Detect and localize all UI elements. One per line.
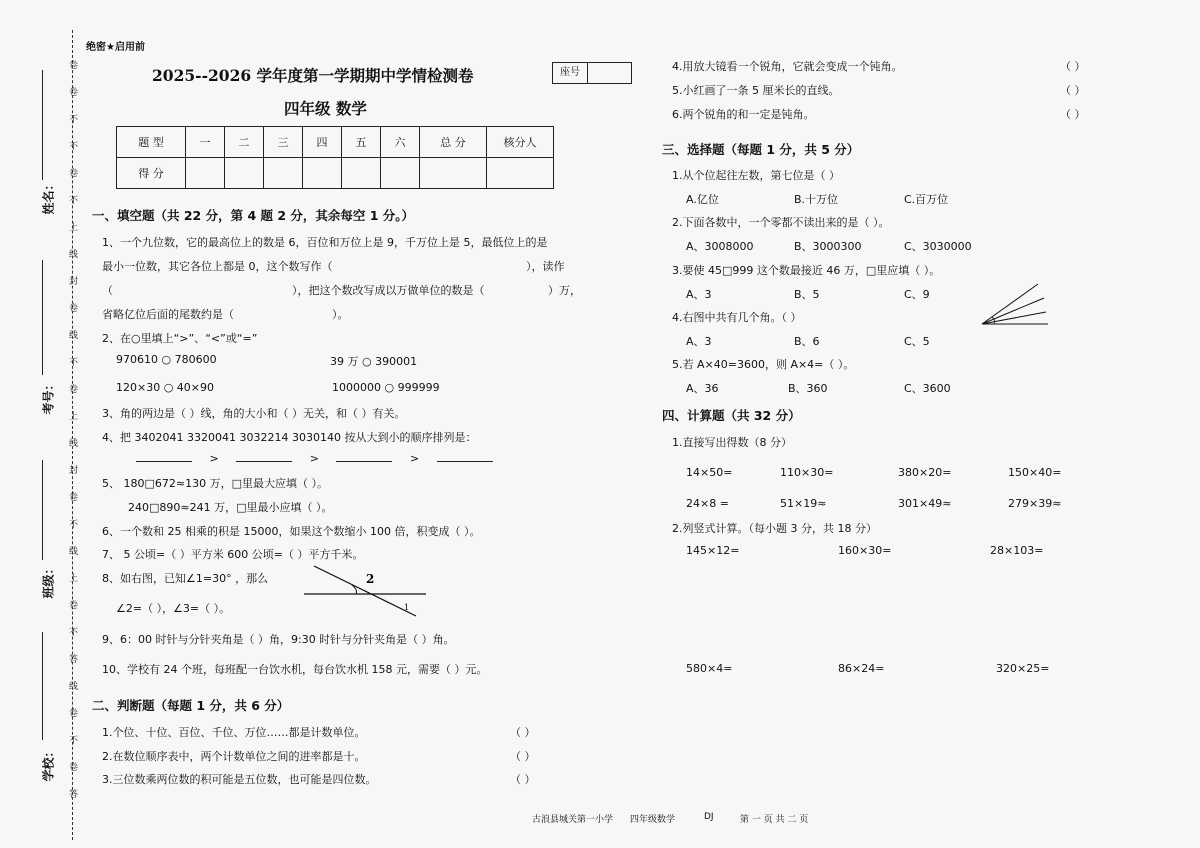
score-table-cell: 二 — [225, 127, 264, 158]
q1-line-c2: ），把这个数改写成以万做单位的数是（ — [292, 284, 485, 297]
score-table-cell: 一 — [186, 127, 225, 158]
choice-option[interactable]: A、3 — [686, 335, 712, 348]
choice-q4-angle-figure — [978, 276, 1050, 332]
binding-fold-char: 线 — [69, 250, 79, 260]
q4-blank[interactable] — [336, 461, 392, 462]
q8-slanted-line — [314, 566, 416, 616]
q10: 10、学校有 24 个班，每班配一台饮水机，每台饮水机 158 元，需要（ ）元。 — [102, 663, 488, 676]
q6: 6、一个数和 25 相乘的积是 15000，如果这个数缩小 100 倍，积变成（ ）。 — [102, 525, 481, 538]
binding-fold-char: 线 — [69, 547, 79, 557]
score-table-cell: 核分人 — [487, 127, 554, 158]
vertical-calc-item: 86×24= — [838, 662, 885, 675]
vertical-calc-item: 320×25= — [996, 662, 1050, 675]
section1-heading: 一、填空题（共 22 分，第 4 题 2 分，其余每空 1 分。） — [92, 208, 415, 223]
binding-fold-char: 不 — [69, 358, 79, 368]
score-input-cell[interactable] — [487, 158, 554, 189]
score-table-row-label: 得 分 — [117, 158, 186, 189]
q1-line-d2: ）。 — [332, 308, 349, 321]
direct-calc-item: 24×8 = — [686, 497, 729, 510]
q4-gt: > — [409, 452, 420, 465]
choice-option[interactable]: A、3 — [686, 288, 712, 301]
choice-option[interactable]: C、5 — [904, 335, 930, 348]
choice-option[interactable]: B.十万位 — [794, 193, 839, 206]
direct-calc-item: 380×20= — [898, 466, 952, 479]
vertical-calc-item: 28×103= — [990, 544, 1044, 557]
exam-number-label: 考号： — [41, 378, 56, 415]
q8-line-a: 8、如右图，已知∠1=30° ，那么 — [102, 572, 269, 585]
judge-answer-paren[interactable]: （ ） — [1060, 108, 1086, 121]
q1-line-c3: ）万， — [548, 284, 581, 297]
angle-arc — [992, 317, 995, 324]
choice-option[interactable]: C、3030000 — [904, 240, 972, 253]
binding-fold-char: 卷 — [69, 493, 79, 503]
score-input-cell[interactable] — [225, 158, 264, 189]
binding-fold-char: 封 — [69, 466, 79, 476]
choice-option[interactable]: B、360 — [788, 382, 828, 395]
q4-answer-row — [136, 452, 493, 465]
score-input-cell[interactable] — [264, 158, 303, 189]
choice-option[interactable]: A.亿位 — [686, 193, 719, 206]
q4-blank[interactable] — [236, 461, 292, 462]
name-label: 姓名： — [41, 178, 56, 215]
binding-fold-char: 封 — [69, 277, 79, 287]
binding-fold-char: 不 — [69, 142, 79, 152]
q1-line-b: 最小一位数，其它各位上都是 0，这个数写作（ — [102, 260, 333, 273]
footer-code: DJ — [704, 812, 714, 822]
judge-answer-paren[interactable]: （ ） — [510, 773, 536, 786]
vertical-calc-heading: 2.列竖式计算。（每小题 3 分，共 18 分） — [672, 522, 877, 535]
q5-line-a: 5、 180□672≈130 万，□里最大应填（ ）。 — [102, 477, 328, 490]
binding-fold-char: 不 — [69, 115, 79, 125]
q8-angle-figure — [300, 562, 430, 618]
class-label: 班级： — [41, 562, 56, 599]
choice-option[interactable]: A、3008000 — [686, 240, 754, 253]
judge-item: 2.在数位顺序表中，两个计数单位之间的进率都是十。 — [102, 750, 366, 763]
vertical-calc-item: 160×30= — [838, 544, 892, 557]
class-line[interactable] — [42, 460, 43, 560]
q8-line-b: ∠2=（ ），∠3=（ ）。 — [116, 602, 231, 615]
binding-fold-char: 卷 — [69, 61, 79, 71]
q8-angle-1-label: 1 — [404, 603, 410, 612]
top-confidential-note: 绝密★启用前 — [86, 42, 145, 53]
direct-calc-item: 301×49≈ — [898, 497, 952, 510]
choice-question: 4.右图中共有几个角。（ ） — [672, 311, 802, 324]
exam-title: 2025--2026 学年度第一学期期中学情检测卷 — [152, 66, 474, 85]
score-input-cell[interactable] — [342, 158, 381, 189]
score-table-header-row — [117, 127, 554, 158]
q9: 9、6：00 时针与分针夹角是（ ）角，9:30 时针与分针夹角是（ ）角。 — [102, 633, 455, 646]
vertical-calc-item: 580×4= — [686, 662, 733, 675]
q2-item: 1000000 ○ 999999 — [332, 381, 440, 394]
binding-fold-char: 上 — [69, 412, 79, 422]
judge-answer-paren[interactable]: （ ） — [510, 726, 536, 739]
q1-line-d: 省略亿位后面的尾数约是（ — [102, 308, 234, 321]
binding-fold-char: 答 — [69, 790, 79, 800]
binding-fold-char: 不 — [69, 736, 79, 746]
score-input-cell[interactable] — [420, 158, 487, 189]
q2-item: 39 万 ○ 390001 — [330, 355, 418, 368]
binding-fold-char: 线 — [69, 331, 79, 341]
judge-item: 3.三位数乘两位数的积可能是五位数，也可能是四位数。 — [102, 773, 377, 786]
q7: 7、 5 公顷=（ ）平方米 600 公顷=（ ）平方千米。 — [102, 548, 364, 561]
score-input-cell[interactable] — [303, 158, 342, 189]
choice-question: 1.从个位起往左数，第七位是（ ） — [672, 169, 840, 182]
direct-calc-item: 51×19≈ — [780, 497, 827, 510]
exam-number-line[interactable] — [42, 260, 43, 375]
judge-answer-paren[interactable]: （ ） — [1060, 84, 1086, 97]
q4-blank[interactable] — [136, 461, 192, 462]
judge-item: 1.个位、十位、百位、千位、万位……都是计数单位。 — [102, 726, 366, 739]
footer-school: 古浪县城关第一小学 — [532, 815, 614, 825]
binding-fold-char: 不 — [69, 196, 79, 206]
choice-option[interactable]: B、3000300 — [794, 240, 862, 253]
judge-answer-paren[interactable]: （ ） — [1060, 60, 1086, 73]
ray — [982, 312, 1046, 324]
choice-option[interactable]: B、6 — [794, 335, 820, 348]
binding-fold-char: 卷 — [69, 88, 79, 98]
judge-item: 6.两个锐角的和一定是钝角。 — [672, 108, 815, 121]
exam-subtitle: 四年级 数学 — [284, 99, 367, 118]
choice-option[interactable]: C、9 — [904, 288, 930, 301]
score-table-score-row — [117, 158, 554, 189]
binding-fold-char: 线 — [69, 439, 79, 449]
binding-fold-char: 上 — [69, 223, 79, 233]
footer-grade: 四年级数学 — [630, 815, 676, 825]
binding-fold-char: 上 — [69, 574, 79, 584]
q4-blank[interactable] — [437, 461, 493, 462]
binding-fold-char: 线 — [69, 682, 79, 692]
school-label: 学校： — [41, 745, 56, 782]
score-table-cell: 四 — [303, 127, 342, 158]
score-table-cell: 五 — [342, 127, 381, 158]
binding-fold-char: 卷 — [69, 304, 79, 314]
seat-number-box[interactable] — [552, 62, 632, 84]
score-input-cell[interactable] — [186, 158, 225, 189]
binding-fold-char: 不 — [69, 628, 79, 638]
q4-gt: > — [309, 452, 319, 465]
direct-calc-item: 110×30= — [780, 466, 834, 479]
q5-line-b: 240□890≈241 万，□里最小应填（ ）。 — [128, 501, 333, 514]
binding-fold-char: 卷 — [69, 601, 79, 611]
q8-angle-2-label: 2 — [366, 572, 375, 586]
judge-item: 4.用放大镜看一个锐角，它就会变成一个钝角。 — [672, 60, 903, 73]
score-table-cell: 三 — [264, 127, 303, 158]
seat-number-label: 座号 — [553, 63, 588, 83]
section3-heading: 三、选择题（每题 1 分，共 5 分） — [662, 142, 860, 157]
q3: 3、角的两边是（ ）线，角的大小和（ ）无关，和（ ）有关。 — [102, 407, 406, 420]
direct-calc-item: 150×40= — [1008, 466, 1062, 479]
section2-heading: 二、判断题（每题 1 分，共 6 分） — [92, 698, 290, 713]
judge-answer-paren[interactable]: （ ） — [510, 750, 536, 763]
choice-question: 3.要使 45□999 这个数最接近 46 万，□里应填（ ）。 — [672, 264, 941, 277]
choice-question: 2.下面各数中，一个零都不读出来的是（ ）。 — [672, 216, 890, 229]
q4-gt: > — [209, 452, 219, 465]
binding-fold-char: 答 — [69, 655, 79, 665]
binding-fold-char: 卷 — [69, 709, 79, 719]
score-table-cell: 总 分 — [420, 127, 487, 158]
q4: 4、把 3402041 3320041 3032214 3030140 按从大到小的顺序排列是： — [102, 431, 477, 444]
choice-option[interactable]: A、36 — [686, 382, 719, 395]
name-line[interactable] — [42, 70, 43, 180]
direct-calc-item: 279×39≈ — [1008, 497, 1062, 510]
score-table — [116, 126, 554, 189]
score-table-cell: 六 — [381, 127, 420, 158]
judge-item: 5.小红画了一条 5 厘米长的直线。 — [672, 84, 840, 97]
binding-fold-char: 卷 — [69, 169, 79, 179]
choice-option[interactable]: B、5 — [794, 288, 820, 301]
q2-prompt: 2、在○里填上“>”、“<”或“=” — [102, 332, 258, 345]
choice-option[interactable]: C、3600 — [904, 382, 951, 395]
binding-fold-char: 不 — [69, 520, 79, 530]
direct-calc-item: 14×50= — [686, 466, 733, 479]
q1-line-c: （ — [102, 284, 113, 297]
direct-calc-heading: 1.直接写出得数（8 分） — [672, 436, 792, 449]
q1-line-a: 1、一个九位数，它的最高位上的数是 6，百位和万位上是 9，千万位上是 5，最低位上的是 — [102, 236, 548, 249]
binding-fold-char: 卷 — [69, 385, 79, 395]
q2-item: 120×30 ○ 40×90 — [116, 381, 215, 394]
vertical-calc-item: 145×12= — [686, 544, 740, 557]
choice-option[interactable]: C.百万位 — [904, 193, 949, 206]
q2-item: 970610 ○ 780600 — [116, 353, 217, 366]
score-table-cell: 题 型 — [117, 127, 186, 158]
score-input-cell[interactable] — [381, 158, 420, 189]
footer-page-number: 第 一 页 共 二 页 — [740, 815, 809, 825]
q1-line-b2: ），读作 — [526, 260, 565, 273]
binding-fold-char: 卷 — [69, 763, 79, 773]
school-line[interactable] — [42, 632, 43, 740]
section4-heading: 四、计算题（共 32 分） — [662, 408, 801, 423]
choice-question: 5.若 A×40=3600，则 A×4=（ ）。 — [672, 358, 855, 371]
